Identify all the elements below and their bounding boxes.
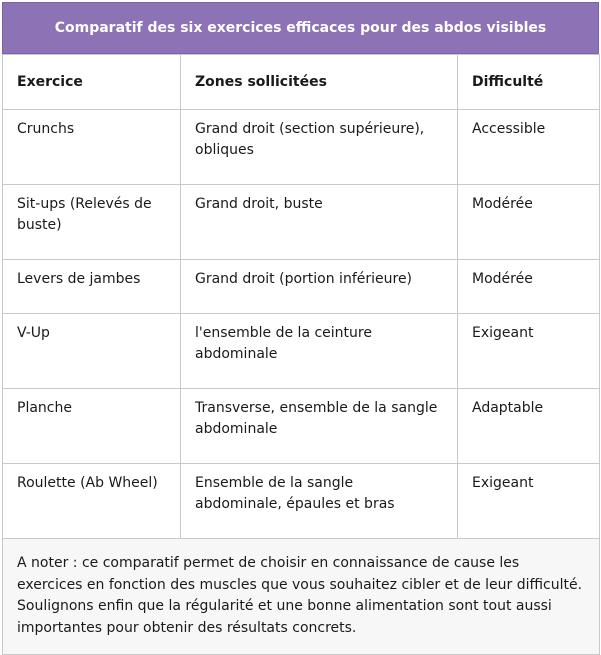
cell-difficulty: Modérée [458,185,600,260]
header-difficulty: Difficulté [458,55,600,110]
cell-exercise: Crunchs [3,110,181,185]
table-row [3,389,600,464]
table-row [3,185,600,260]
table-row [3,464,600,539]
cell-zones: Ensemble de la sangle abdominale, épaules et bras [181,464,458,539]
comparison-table-container [2,2,599,655]
cell-difficulty: Exigeant [458,464,600,539]
header-exercise: Exercice [3,55,181,110]
cell-zones: Grand droit (section supérieure), obliques [181,110,458,185]
cell-exercise: Sit-ups (Relevés de buste) [3,185,181,260]
cell-difficulty: Exigeant [458,314,600,389]
cell-difficulty: Accessible [458,110,600,185]
table-row [3,314,600,389]
table-title: Comparatif des six exercices efficaces pour des abdos visibles [2,2,599,54]
note-row [3,539,600,655]
cell-zones: Grand droit, buste [181,185,458,260]
cell-difficulty: Modérée [458,260,600,314]
cell-exercise: Planche [3,389,181,464]
header-zones: Zones sollicitées [181,55,458,110]
table-note: A noter : ce comparatif permet de choisir en connaissance de cause les exercices en fonction des muscles que vous souhaitez cibler et de leur difficulté. Soulignons enfin que la régularité et une bonne alimentation sont tout aussi importantes pour obtenir des résultats concrets. [3,539,600,655]
cell-zones: Transverse, ensemble de la sangle abdominale [181,389,458,464]
table-row [3,260,600,314]
cell-difficulty: Adaptable [458,389,600,464]
cell-exercise: Roulette (Ab Wheel) [3,464,181,539]
cell-exercise: V-Up [3,314,181,389]
table-row [3,110,600,185]
comparison-table [2,54,600,655]
cell-zones: Grand droit (portion inférieure) [181,260,458,314]
header-row [3,55,600,110]
cell-zones: l'ensemble de la ceinture abdominale [181,314,458,389]
cell-exercise: Levers de jambes [3,260,181,314]
